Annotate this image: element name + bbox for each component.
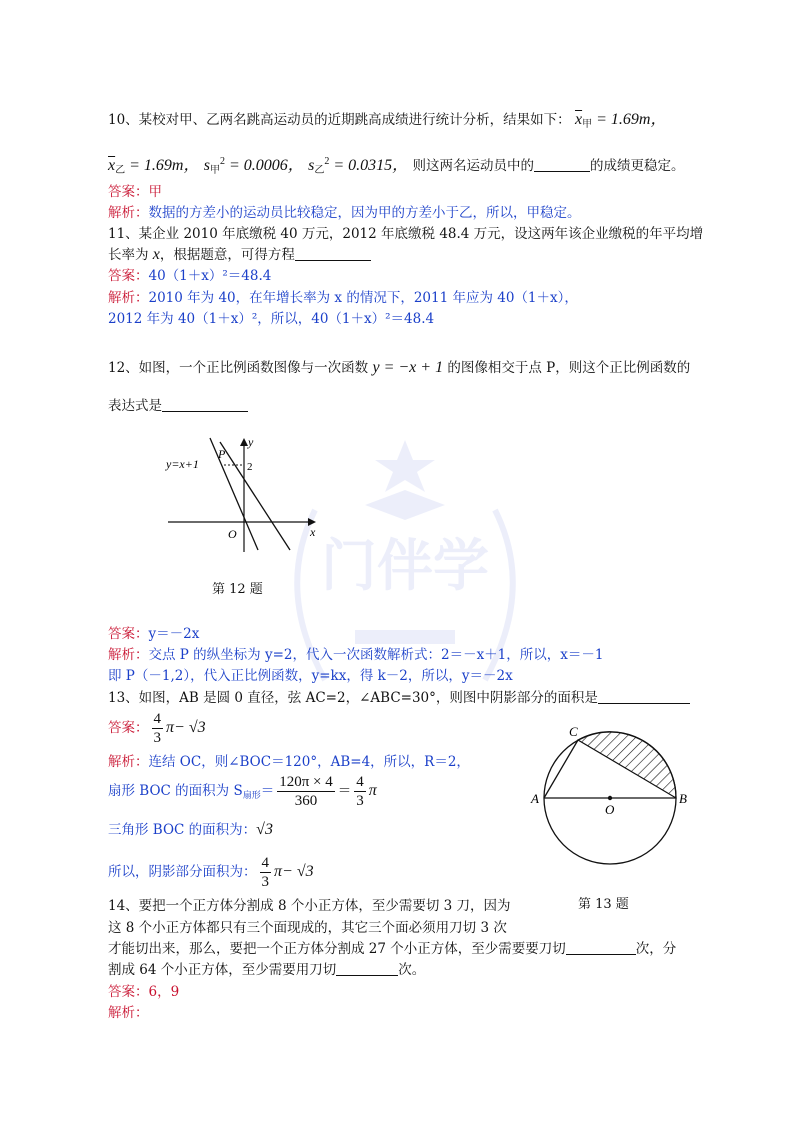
q14-analysis: 解析： [108, 1005, 149, 1021]
y-arrow-icon [240, 438, 248, 446]
label-o: O [605, 802, 615, 817]
answer-blank[interactable] [162, 397, 248, 412]
s-jia: $s_甲^2 = 0.0006$， [203, 156, 304, 176]
q10-tail: 则这两名运动员中的 [412, 158, 534, 174]
answer-blank[interactable] [598, 689, 690, 704]
q12-analysis2: 即 P（－1,2），代入正比例函数，y=kx，得 k－2，所以，y＝－2x [108, 668, 513, 684]
q13-line1: 13、如图，AB 是圆 0 直径，弦 AC=2，∠ABC=30°，则图中阴影部分的面积是 [108, 688, 690, 708]
q14-line2: 这 8 个小正方体都只有三个面现成的，其它三个面必须用刀切 3 次 [108, 920, 507, 936]
line-label: y=x+1 [166, 457, 199, 471]
q13-answer: 答案： $\frac{4}{3}$ π− √3 [108, 711, 206, 746]
q13-triangle: 三角形 BOC 的面积为：√3 [108, 821, 273, 838]
q12-line2: 表达式是 [108, 396, 248, 416]
q10-line1 [108, 110, 666, 135]
answer-blank[interactable] [566, 940, 636, 955]
shade-frac: $\frac{4}{3}$ [261, 855, 269, 890]
xbar-yi: $\overline{x}_乙 = 1.69m$， [108, 157, 200, 176]
sector-result: $\frac{4}{3}$ [356, 774, 364, 809]
q13-caption: 第 13 题 [578, 897, 629, 912]
q12-analysis1: 解析：交点 P 的纵坐标为 y=2，代入一次函数解析式：2＝－x＋1，所以，x＝－1 [108, 647, 604, 663]
q11-analysis2: 2012 年为 40（1＋x）²，所以，40（1＋x）²＝48.4 [108, 311, 435, 327]
s-yi: $s_乙^2 = 0.0315$， [308, 156, 409, 176]
label-b: B [679, 791, 687, 806]
chord-ac [544, 740, 578, 798]
q10-text: 10、某校对甲、乙两名跳高运动员的近期跳高成绩进行统计分析，结果如下： [108, 112, 571, 128]
q12-line1: 12、如图，一个正比例函数图像与一次函数 y = −x + 1 的图像相交于点 P，则这个正比例函数的 [108, 359, 691, 376]
q14-answer: 答案：6，9 [108, 984, 180, 1000]
frac-4-3: $\frac{4}{3}$ [153, 711, 161, 746]
center-point [608, 796, 612, 800]
q12-caption: 第 12 题 [212, 582, 263, 597]
q13-shade: 所以，阴影部分面积为： $\frac{4}{3}$ π− √3 [108, 855, 314, 890]
sector-frac: $\frac{120\pi \times 4}{360}$ [279, 774, 333, 809]
q13-analysis1: 解析：连结 OC，则∠BOC＝120°，AB=4，所以，R＝2， [108, 754, 470, 770]
tick-2-label: 2 [247, 461, 253, 473]
q10-line2 [108, 152, 684, 181]
label-c: C [569, 724, 578, 739]
answer-blank[interactable] [534, 157, 590, 172]
q10-analysis: 解析：数据的方差小的运动员比较稳定，因为甲的方差小于乙，所以，甲稳定。 [108, 205, 581, 221]
watermark-text: 门伴学 [321, 534, 489, 599]
answer-blank[interactable] [336, 961, 398, 976]
shaded-segment [578, 732, 676, 798]
q14-line3: 才能切出来，那么，要把一个正方体分割成 27 个小正方体，至少需要要刀切 次，分 [108, 941, 677, 957]
q14-line4: 割成 64 个小正方体，至少需要用刀切 次。 [108, 962, 426, 978]
q12-graph [160, 432, 320, 557]
q11-analysis1: 解析：2010 年为 40，在年增长率为 x 的情况下，2011 年应为 40（1＋x）， [108, 290, 578, 306]
q12-answer: 答案：y＝－2x [108, 626, 200, 642]
point-p-label: P [218, 447, 226, 461]
q11-line1: 11、某企业 2010 年底缴税 40 万元，2012 年底缴税 48.4 万元，设这两年该企业缴税的年平均增 [108, 226, 704, 242]
y-label: y [248, 435, 254, 449]
label-a: A [531, 791, 539, 806]
q10-answer: 答案：甲 [108, 184, 162, 200]
answer-blank[interactable] [295, 246, 371, 261]
q13-circle-figure [528, 716, 698, 866]
xbar-jia: $\overline{x}_甲 = 1.69m$， [574, 111, 667, 130]
q11-answer: 答案：40（1＋x）²＝48.4 [108, 268, 272, 284]
q11-line2: 长率为 x，根据题意，可得方程 [108, 245, 371, 265]
q10-tail-b: 的成绩更稳定。 [589, 158, 685, 174]
q13-sector: 扇形 BOC 的面积为 $S_{扇形}=$ $\frac{120\pi \times 4}{360}$ ＝ $\frac{4}{3}$ π [108, 774, 377, 809]
q14-line1: 14、要把一个正方体分割成 8 个小正方体，至少需要切 3 刀，因为 [108, 898, 511, 914]
x-label: x [310, 525, 316, 539]
origin-label: O [228, 527, 237, 541]
